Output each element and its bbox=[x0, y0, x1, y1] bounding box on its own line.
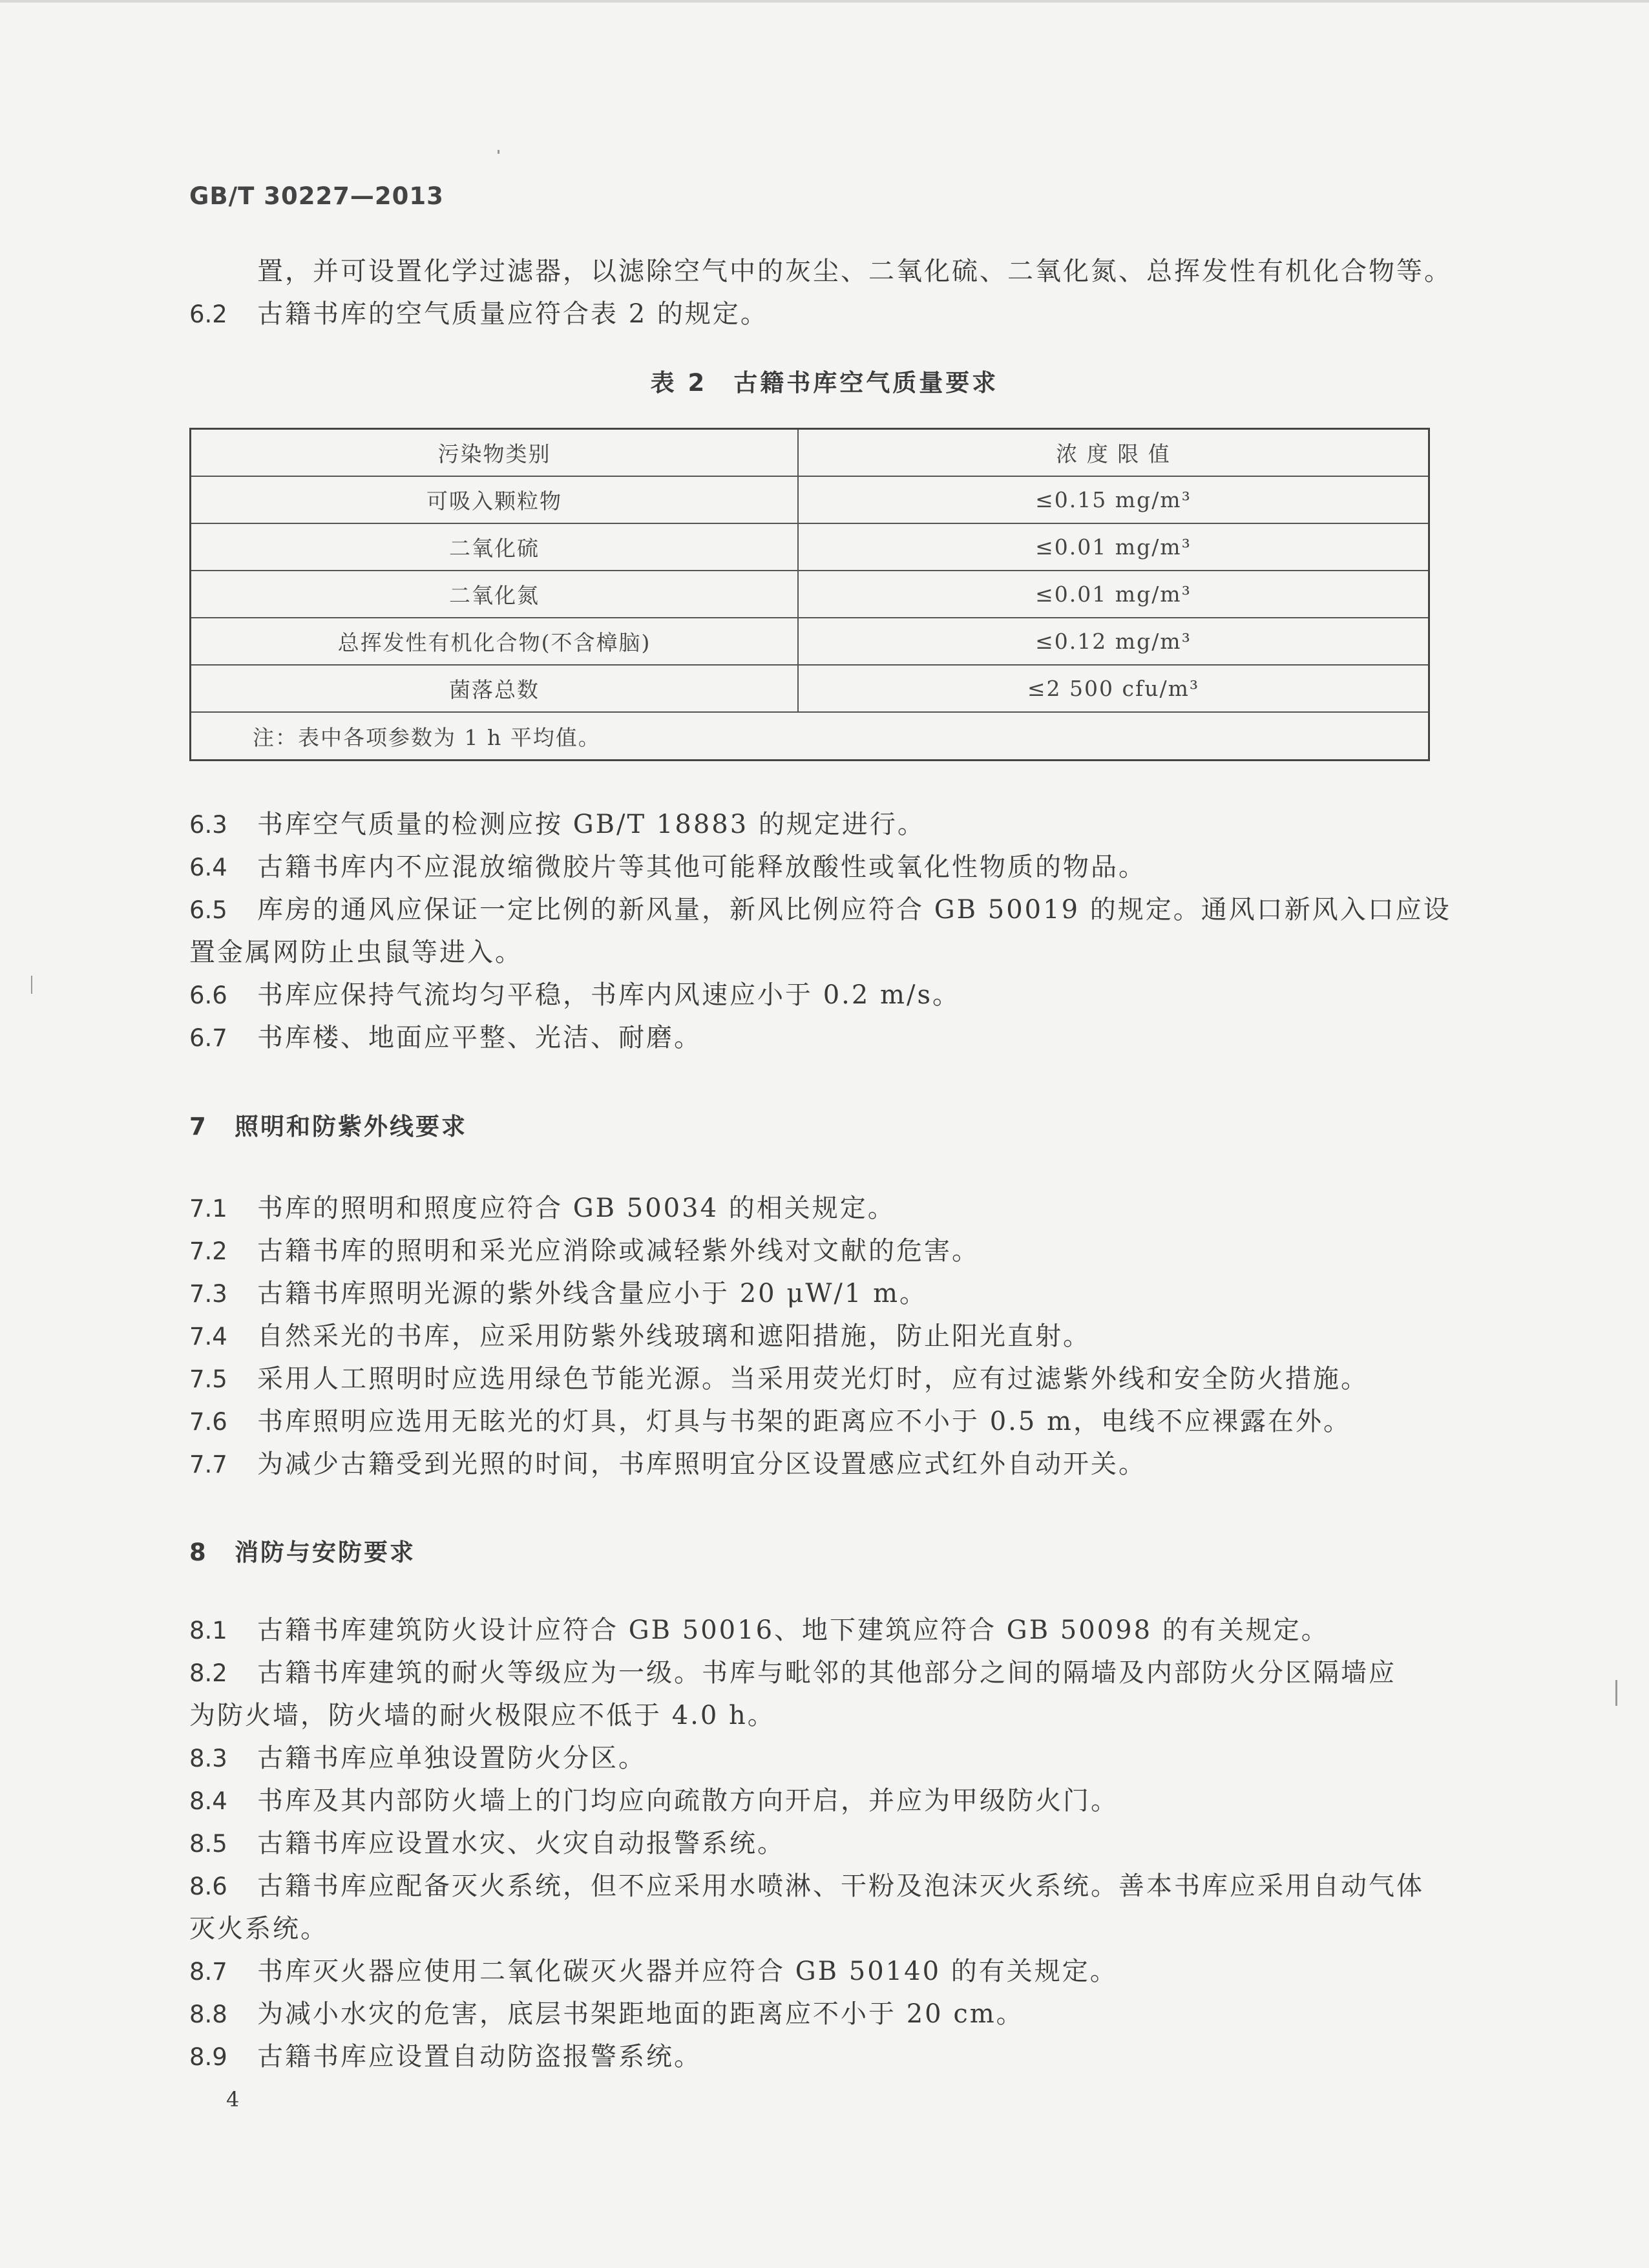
clause-text: 古籍书库的照明和采光应消除或减轻紫外线对文献的危害。 bbox=[257, 1236, 980, 1266]
paragraph-line bbox=[189, 1784, 1456, 1818]
paragraph-line bbox=[189, 1405, 1456, 1439]
limit-cell: ≤0.12 mg/m³ bbox=[798, 618, 1429, 665]
clause-number: 6.3 bbox=[189, 811, 227, 839]
pollutant-cell: 总挥发性有机化合物(不含樟脑) bbox=[191, 618, 799, 665]
clause-text: 古籍书库应单独设置防火分区。 bbox=[257, 1743, 646, 1773]
clause-number: 7.2 bbox=[189, 1237, 227, 1265]
standard-number: GB/T 30227—2013 bbox=[189, 182, 444, 210]
clause-text: 库房的通风应保证一定比例的新风量，新风比例应符合 GB 50019 的规定。通风口新风入口应设 bbox=[257, 895, 1451, 925]
paragraph-line bbox=[189, 1656, 1456, 1690]
paragraph-line bbox=[189, 1741, 1456, 1776]
paragraph-line bbox=[189, 936, 1456, 969]
pollutant-cell: 菌落总数 bbox=[191, 665, 799, 712]
clause-text: 书库及其内部防火墙上的门均应向疏散方向开启，并应为甲级防火门。 bbox=[257, 1786, 1119, 1816]
clause-number: 8.4 bbox=[189, 1787, 227, 1815]
paragraph-line bbox=[189, 1699, 1456, 1732]
paragraph-line bbox=[189, 1362, 1456, 1396]
paragraph-line bbox=[189, 1955, 1456, 1989]
clause-number: 7.3 bbox=[189, 1280, 227, 1308]
paragraph-line bbox=[189, 1192, 1456, 1226]
clause-number: 6.2 bbox=[189, 300, 227, 328]
paragraph-line bbox=[189, 850, 1456, 885]
limit-cell: ≤0.15 mg/m³ bbox=[798, 476, 1429, 523]
clause-number: 8.5 bbox=[189, 1830, 227, 1858]
clause-number: 8.7 bbox=[189, 1958, 227, 1986]
paragraph-line bbox=[189, 1869, 1456, 1904]
clause-text: 采用人工照明时应选用绿色节能光源。当采用荧光灯时，应有过滤紫外线和安全防火措施。 bbox=[257, 1364, 1369, 1394]
clause-number: 6.5 bbox=[189, 896, 227, 924]
clause-text: 古籍书库照明光源的紫外线含量应小于 20 μW/1 m。 bbox=[257, 1279, 928, 1308]
limit-cell: ≤2 500 cfu/m³ bbox=[798, 665, 1429, 712]
table-row bbox=[191, 665, 1429, 712]
table-title: 表 2 古籍书库空气质量要求 bbox=[650, 369, 999, 397]
pollutant-cell: 二氧化硫 bbox=[191, 523, 799, 571]
paragraph-line bbox=[189, 1613, 1456, 1648]
page-number: 4 bbox=[226, 2087, 240, 2112]
clause-text: 古籍书库的空气质量应符合表 2 的规定。 bbox=[257, 299, 768, 329]
paragraph-line bbox=[189, 255, 1456, 288]
clause-text: 书库应保持气流均匀平稳，书库内风速应小于 0.2 m/s。 bbox=[257, 980, 960, 1010]
clause-number: 8.1 bbox=[189, 1617, 227, 1644]
clause-text: 置金属网防止虫鼠等进入。 bbox=[189, 938, 523, 967]
clause-text: 古籍书库建筑的耐火等级应为一级。书库与毗邻的其他部分之间的隔墙及内部防火分区隔墙应 bbox=[257, 1658, 1396, 1688]
clause-text: 古籍书库应设置自动防盗报警系统。 bbox=[257, 2042, 702, 2072]
column-header-limit: 浓 度 限 值 bbox=[798, 429, 1429, 477]
clause-number: 7.1 bbox=[189, 1195, 227, 1223]
clause-number: 7.4 bbox=[189, 1323, 227, 1350]
section-number: 8 bbox=[189, 1538, 208, 1566]
clause-number: 8.8 bbox=[189, 2000, 227, 2028]
section-number: 7 bbox=[189, 1113, 208, 1140]
table-note-row bbox=[191, 712, 1429, 761]
pollutant-cell: 二氧化氮 bbox=[191, 571, 799, 618]
table-row bbox=[191, 476, 1429, 523]
paragraph-line bbox=[189, 1912, 1456, 1946]
clause-text: 为减少古籍受到光照的时间，书库照明宜分区设置感应式红外自动开关。 bbox=[257, 1449, 1146, 1479]
clause-text: 置，并可设置化学过滤器，以滤除空气中的灰尘、二氧化硫、二氧化氮、总挥发性有机化合物等。 bbox=[257, 257, 1452, 286]
paragraph-line bbox=[189, 1277, 1456, 1311]
clause-text: 为防火墙，防火墙的耐火极限应不低于 4.0 h。 bbox=[189, 1701, 775, 1730]
paragraph-line bbox=[189, 893, 1456, 927]
table-note: 注：表中各项参数为 1 h 平均值。 bbox=[191, 712, 1429, 761]
table-row bbox=[191, 571, 1429, 618]
clause-text: 古籍书库应配备灭火系统，但不应采用水喷淋、干粉及泡沫灭火系统。善本书库应采用自动气体 bbox=[257, 1871, 1424, 1901]
column-header-pollutant: 污染物类别 bbox=[191, 429, 799, 477]
clause-number: 8.6 bbox=[189, 1873, 227, 1900]
air-quality-table bbox=[189, 428, 1430, 761]
clause-text: 古籍书库建筑防火设计应符合 GB 50016、地下建筑应符合 GB 50098 的有关规定。 bbox=[257, 1615, 1329, 1645]
table-row bbox=[191, 523, 1429, 571]
paragraph-line bbox=[189, 1319, 1456, 1354]
scan-speck bbox=[31, 976, 32, 994]
clause-number: 7.6 bbox=[189, 1408, 227, 1436]
clause-number: 6.4 bbox=[189, 854, 227, 881]
clause-text: 为减小水灾的危害，底层书架距地面的距离应不小于 20 cm。 bbox=[257, 1999, 1024, 2029]
table-header-row bbox=[191, 429, 1429, 477]
clause-number: 6.6 bbox=[189, 982, 227, 1009]
section-heading bbox=[189, 1107, 467, 1142]
clause-number: 7.7 bbox=[189, 1451, 227, 1478]
paragraph-line bbox=[189, 808, 1456, 842]
table-row bbox=[191, 618, 1429, 665]
clause-text: 自然采光的书库，应采用防紫外线玻璃和遮阳措施，防止阳光直射。 bbox=[257, 1321, 1091, 1351]
clause-text: 灭火系统。 bbox=[189, 1914, 328, 1944]
clause-number: 6.7 bbox=[189, 1024, 227, 1052]
scan-speck bbox=[498, 150, 499, 154]
paragraph-line bbox=[189, 1021, 1456, 1055]
paragraph-line bbox=[189, 1234, 1456, 1268]
clause-number: 8.2 bbox=[189, 1659, 227, 1687]
clause-number: 8.3 bbox=[189, 1745, 227, 1772]
clause-text: 书库空气质量的检测应按 GB/T 18883 的规定进行。 bbox=[257, 810, 925, 839]
scan-speck bbox=[1615, 1680, 1617, 1706]
paragraph-line bbox=[189, 1447, 1456, 1482]
limit-cell: ≤0.01 mg/m³ bbox=[798, 523, 1429, 571]
pollutant-cell: 可吸入颗粒物 bbox=[191, 476, 799, 523]
paragraph-line bbox=[189, 1997, 1456, 2032]
section-title: 照明和防紫外线要求 bbox=[235, 1113, 467, 1140]
paragraph-line bbox=[189, 297, 1456, 331]
paragraph-line bbox=[189, 2040, 1456, 2074]
clause-text: 书库的照明和照度应符合 GB 50034 的相关规定。 bbox=[257, 1193, 896, 1223]
clause-text: 书库楼、地面应平整、光洁、耐磨。 bbox=[257, 1023, 702, 1053]
clause-text: 古籍书库应设置水灾、火灾自动报警系统。 bbox=[257, 1829, 785, 1858]
clause-text: 书库照明应选用无眩光的灯具，灯具与书架的距离应不小于 0.5 m，电线不应裸露在外。 bbox=[257, 1407, 1351, 1436]
paragraph-line bbox=[189, 978, 1456, 1013]
scan-top-edge bbox=[0, 0, 1649, 3]
clause-text: 书库灭火器应使用二氧化碳灭火器并应符合 GB 50140 的有关规定。 bbox=[257, 1957, 1118, 1986]
section-heading bbox=[189, 1533, 415, 1568]
clause-number: 7.5 bbox=[189, 1365, 227, 1393]
clause-number: 8.9 bbox=[189, 2043, 227, 2071]
limit-cell: ≤0.01 mg/m³ bbox=[798, 571, 1429, 618]
clause-text: 古籍书库内不应混放缩微胶片等其他可能释放酸性或氧化性物质的物品。 bbox=[257, 852, 1146, 882]
section-title: 消防与安防要求 bbox=[235, 1538, 415, 1566]
paragraph-line bbox=[189, 1827, 1456, 1861]
